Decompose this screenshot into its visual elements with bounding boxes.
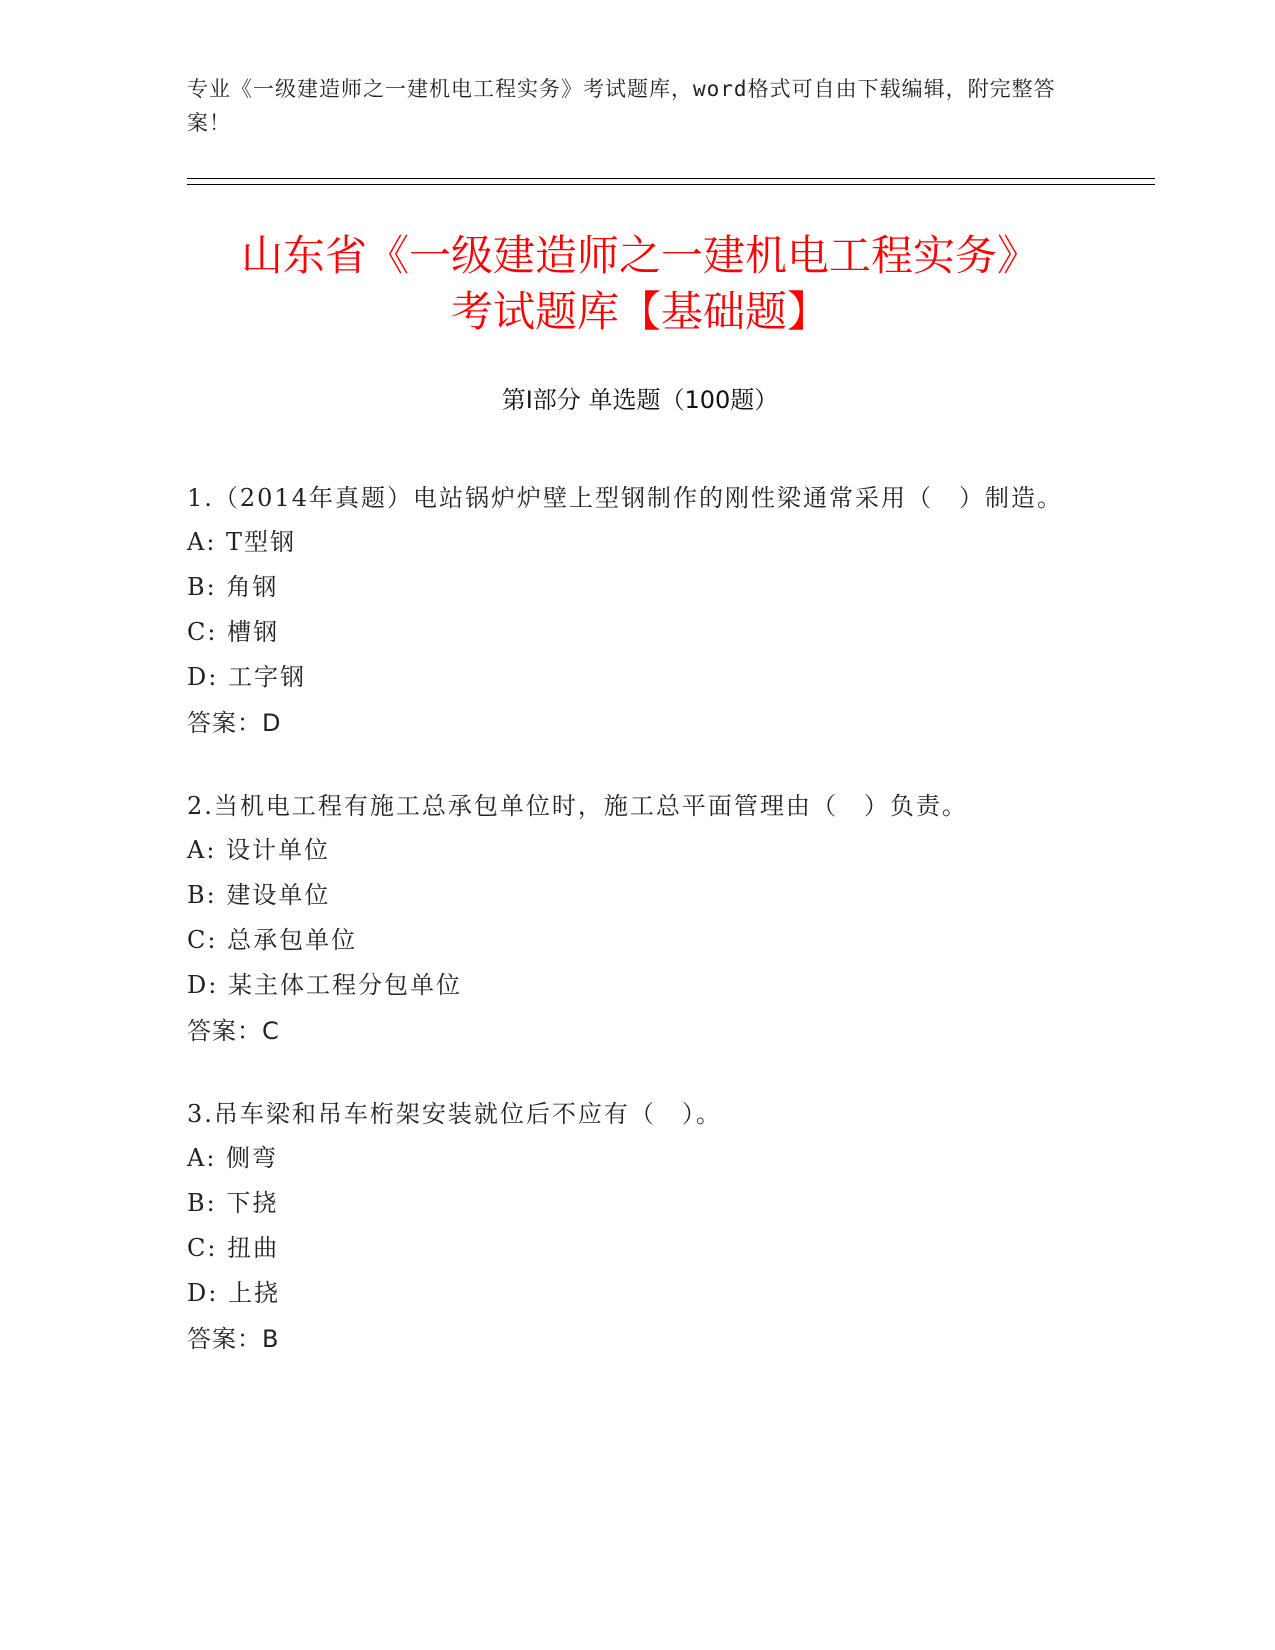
option-b: B: 建设单位 — [187, 881, 331, 909]
option-c: C: 槽钢 — [187, 618, 280, 646]
option-d: D: 某主体工程分包单位 — [187, 971, 462, 999]
document-title — [160, 228, 1120, 340]
question-stem: 3.吊车梁和吊车桁架安装就位后不应有（ ）。 — [187, 1100, 722, 1128]
option-a: A: 侧弯 — [187, 1144, 279, 1172]
question-stem: 1.（2014年真题）电站锅炉炉壁上型钢制作的刚性梁通常采用（ ）制造。 — [187, 484, 1063, 512]
option-b: B: 下挠 — [187, 1189, 279, 1217]
option-d: D: 上挠 — [187, 1279, 280, 1307]
answer-label: 答案：B — [187, 1325, 280, 1353]
header-divider-top — [187, 178, 1155, 179]
header-divider-bottom — [187, 184, 1155, 185]
answer-label: 答案：C — [187, 1017, 280, 1045]
option-b: B: 角钢 — [187, 573, 279, 601]
option-a: A: T型钢 — [187, 528, 297, 556]
answer-label: 答案：D — [187, 709, 282, 737]
question-item — [187, 784, 1087, 1054]
question-list — [187, 476, 1087, 1400]
option-c: C: 扭曲 — [187, 1234, 280, 1262]
document-title-line-2: 考试题库【基础题】 — [450, 287, 829, 336]
option-a: A: 设计单位 — [187, 836, 331, 864]
question-item — [187, 1092, 1087, 1362]
document-title-line-1: 山东省《一级建造师之一建机电工程实务》 — [240, 231, 1039, 280]
option-d: D: 工字钢 — [187, 663, 306, 691]
document-header-note: 专业《一级建造师之一建机电工程实务》考试题库，word格式可自由下载编辑，附完整答案！ — [187, 77, 1056, 135]
question-stem: 2.当机电工程有施工总承包单位时，施工总平面管理由（ ）负责。 — [187, 792, 968, 820]
option-c: C: 总承包单位 — [187, 926, 358, 954]
section-title: 第Ⅰ部分 单选题（100题） — [501, 386, 779, 414]
question-item — [187, 476, 1087, 746]
